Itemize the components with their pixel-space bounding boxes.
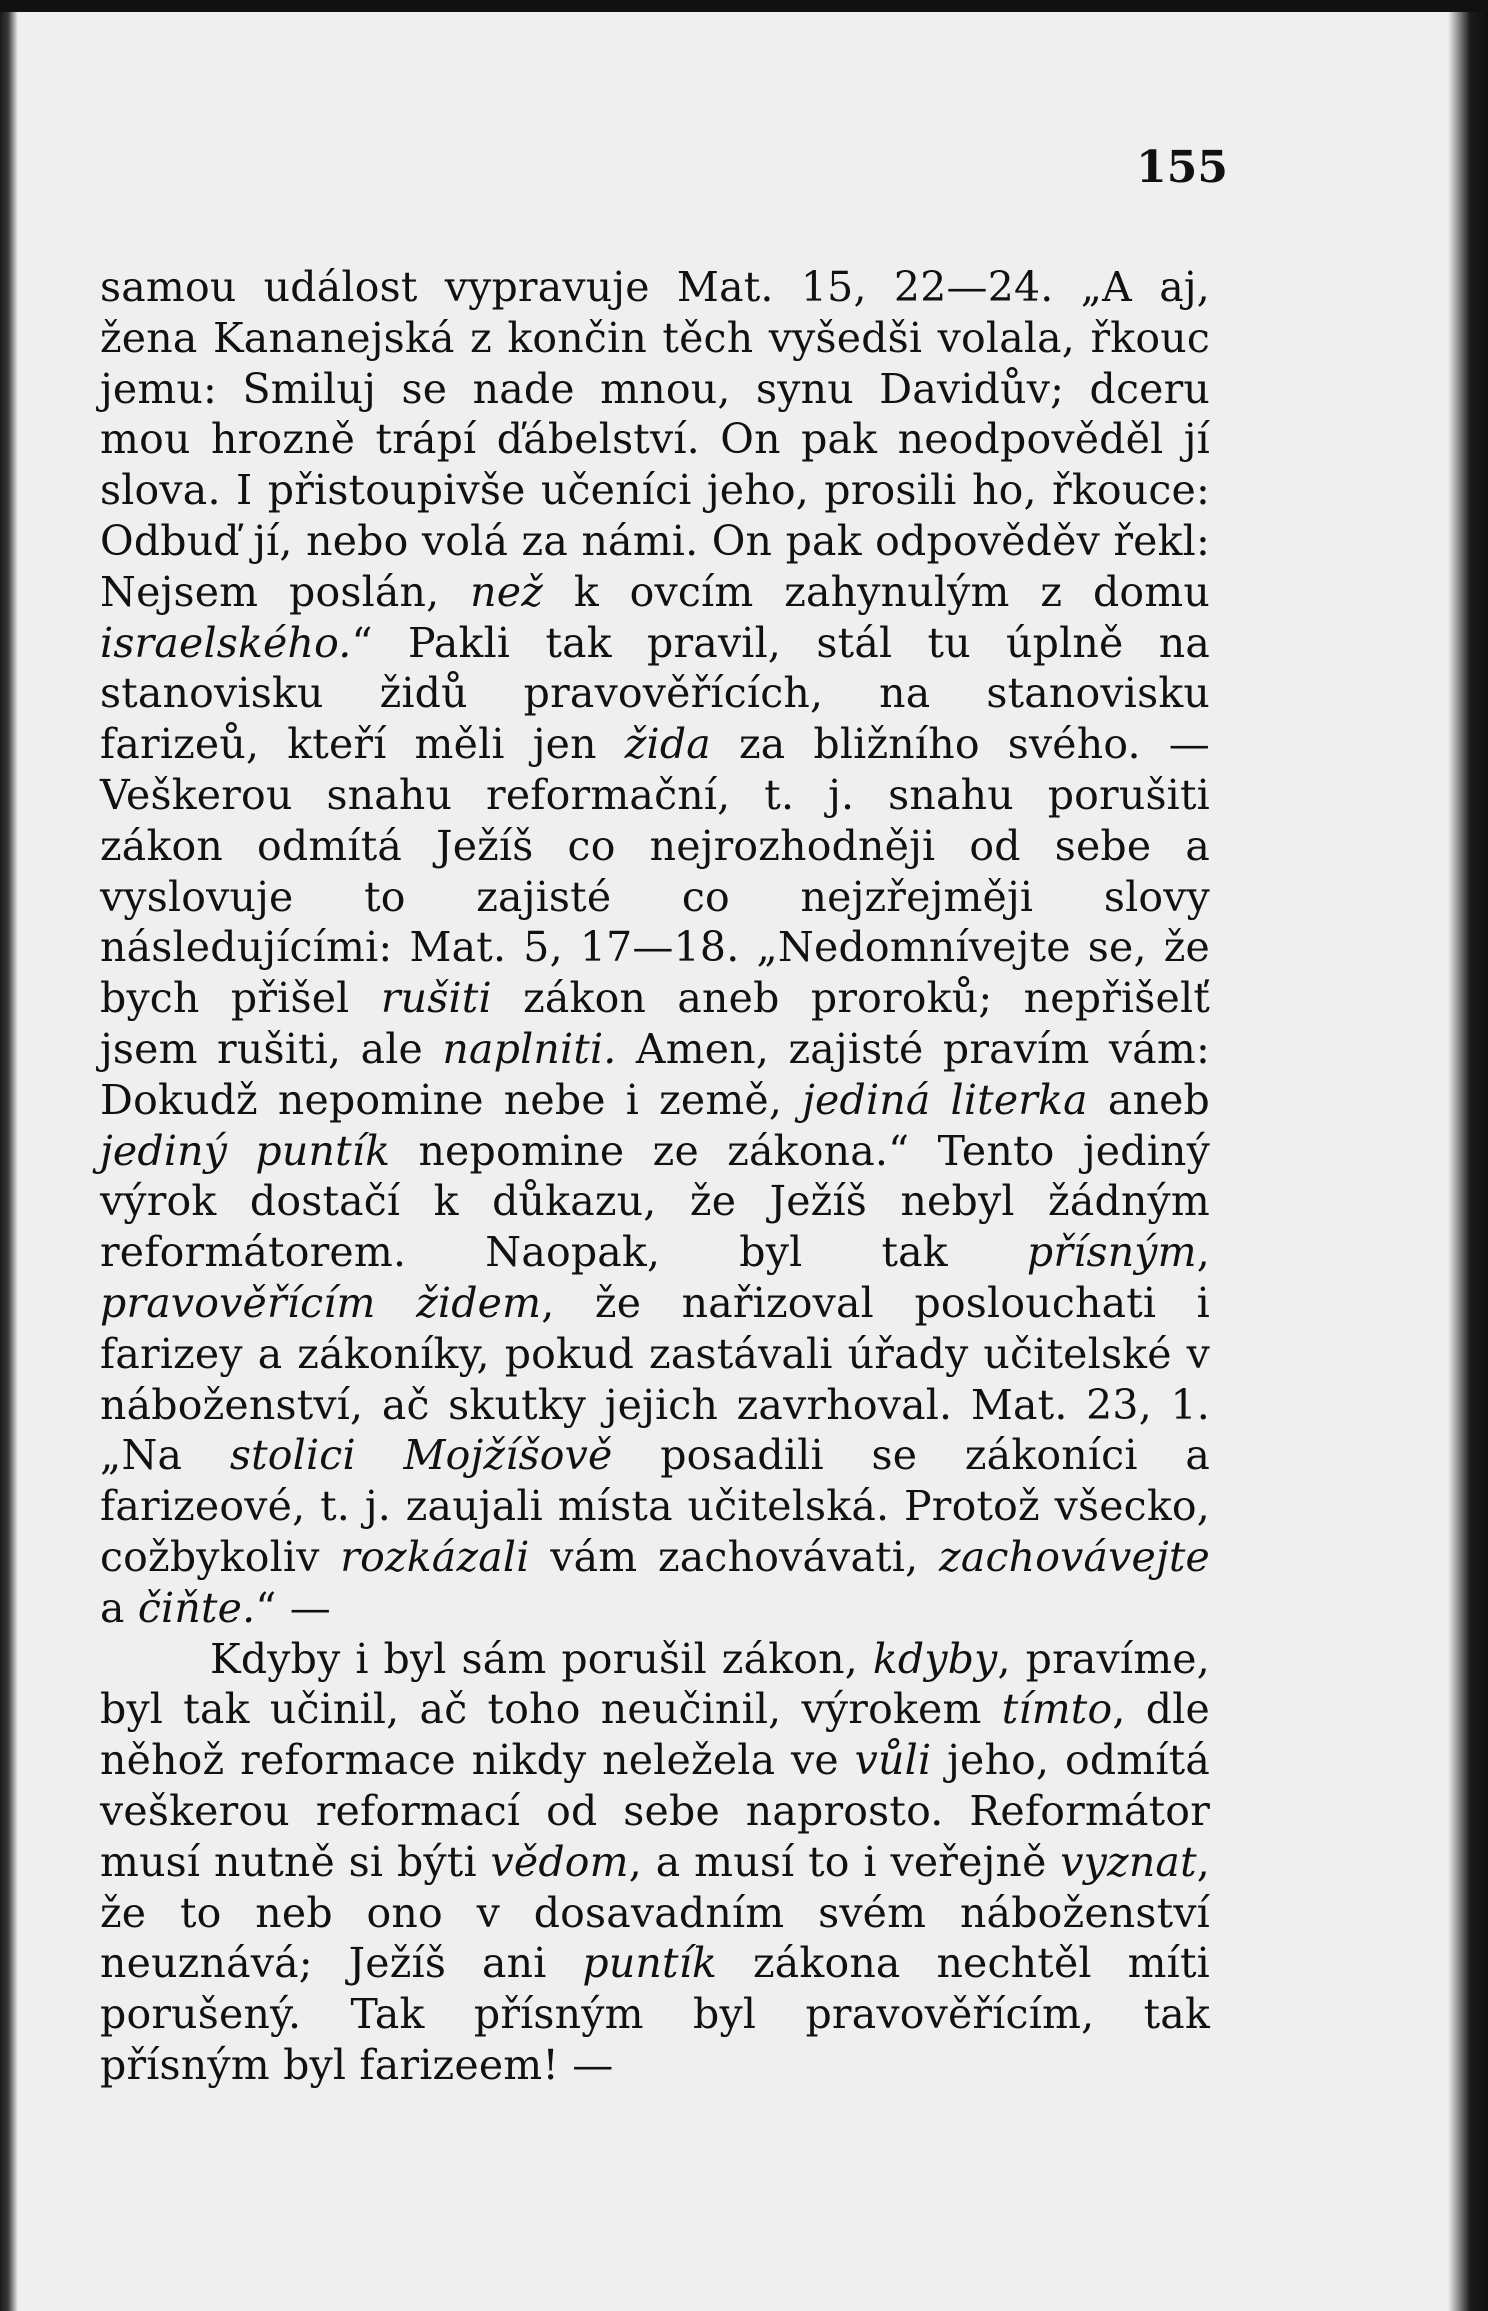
text-run: samou událost vypravuje Mat. 15, 22—24. „A aj, žena Kananejská z končin těch vyšedši volala, řkouc jemu: Smiluj se nade mnou, synu Davidův; dceru mou hrozně trápí ďábelství. On pak neodpověděl jí slova. I přistoupivše učeníci jeho, prosili ho, řkouce: Odbuď jí, nebo volá za námi. On pak odpověděv řekl: Nejsem poslán, xyxy=(100,263,1210,616)
emphasis: pravověřícím židem xyxy=(100,1278,542,1327)
text-run: a xyxy=(100,1583,138,1632)
emphasis: čiňte. xyxy=(137,1583,256,1632)
text-run: , pravíme, byl tak učinil, ač toho neučinil, výrokem xyxy=(100,1634,1210,1734)
text-run: , a musí to i veřejně xyxy=(628,1837,1061,1886)
text-run: , že to neb ono v dosavadním svém náboženství neuznává; Ježíš ani xyxy=(100,1837,1210,1988)
page-left-shadow xyxy=(0,12,18,2311)
text-run: aneb xyxy=(1087,1075,1210,1124)
page-right-shadow xyxy=(1448,12,1488,2311)
text-run: , že nařizoval poslouchati i farizey a zákoníky, pokud zastávali úřady učitelské v náboženství, ač skutky jejich zavrhoval. Mat. 23, 1. „Na xyxy=(100,1278,1210,1480)
emphasis: jediná literka xyxy=(802,1075,1088,1124)
paragraph-2 xyxy=(100,1634,1210,2091)
text-run: zákona nechtěl míti porušený. Tak přísným byl pravověřícím, tak přísným byl farizeem! — xyxy=(100,1939,1210,2089)
text-run: , xyxy=(1196,1228,1210,1277)
text-run: , dle něhož reformace nikdy neležela ve xyxy=(100,1685,1211,1785)
emphasis: vědom xyxy=(490,1837,629,1886)
text-run: nepomine ze zákona.“ Tento jediný výrok dostačí k důkazu, že Ježíš nebyl žádným reformátorem. Naopak, byl tak xyxy=(100,1126,1210,1277)
emphasis: zachovávejte xyxy=(939,1532,1210,1581)
text-run: k ovcím zahynulým z domu xyxy=(543,567,1210,616)
emphasis: rozkázali xyxy=(340,1532,530,1581)
emphasis: než xyxy=(470,567,544,616)
emphasis: jediný puntík xyxy=(100,1126,391,1175)
emphasis: stolici Mojžíšově xyxy=(229,1431,613,1480)
emphasis: tímto xyxy=(1001,1685,1113,1734)
body-text xyxy=(100,262,1210,2091)
text-run: “ Pakli tak pravil, stál tu úplně na stanovisku židů pravověřících, na stanovisku farizeů, kteří měli jen xyxy=(100,618,1210,769)
text-run: za bližního svého. — Veškerou snahu reformační, t. j. snahu porušiti zákon odmítá Ježíš co nejrozhodněji od sebe a vyslovuje to zajisté co nejzřejměji slovy následujícími: Mat. 5, 17—18. „Nedomnívejte se, že bych přišel xyxy=(100,720,1210,1023)
emphasis: rušiti xyxy=(380,974,492,1023)
page-number: 155 xyxy=(1136,142,1228,193)
paragraph-1 xyxy=(100,262,1210,1634)
text-run: posadili se zákoníci a farizeové, t. j. zaujali místa učitelská. Protož všecko, cožbykoliv xyxy=(100,1431,1210,1581)
emphasis: vůli xyxy=(854,1736,932,1785)
text-run: “ — xyxy=(255,1583,331,1632)
emphasis: vyznat xyxy=(1060,1837,1197,1886)
text-run: vám zachovávati, xyxy=(529,1532,940,1581)
text-run: Kdyby i byl sám porušil zákon, xyxy=(210,1634,873,1683)
emphasis: naplniti. xyxy=(442,1024,617,1073)
text-run: Amen, zajisté pravím vám: Dokudž nepomine nebe i země, xyxy=(100,1024,1210,1124)
emphasis: žida xyxy=(624,720,711,769)
emphasis: puntík xyxy=(582,1939,718,1988)
text-run: jeho, odmítá veškerou reformací od sebe naprosto. Reformátor musí nutně si býti xyxy=(100,1736,1211,1886)
emphasis: israelského. xyxy=(100,618,352,667)
emphasis: přísným xyxy=(1026,1228,1197,1277)
text-run: zákon aneb proroků; nepřišelť jsem rušiti, ale xyxy=(100,974,1210,1073)
emphasis: kdyby xyxy=(872,1634,998,1683)
